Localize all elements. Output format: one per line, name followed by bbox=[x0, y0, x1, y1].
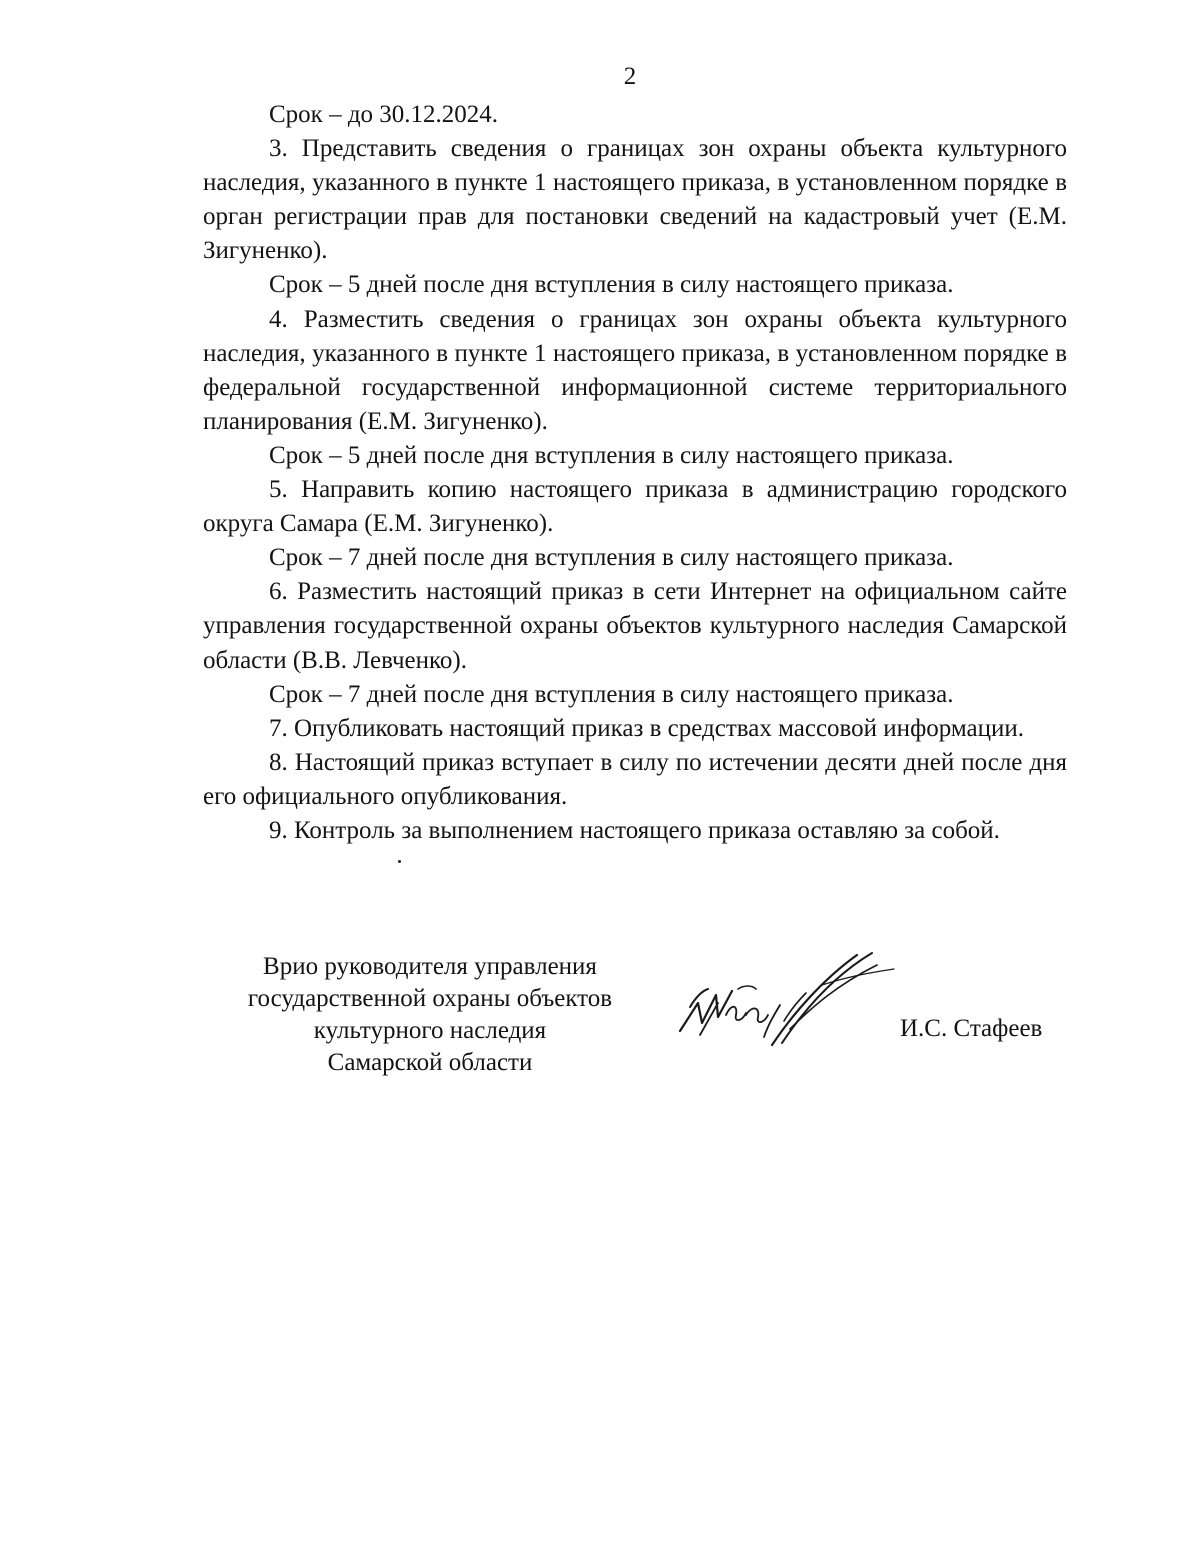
item-3-paragraph: 3. Представить сведения о границах зон охраны объекта культурного наследия, указанного в пункте 1 настоящего приказа, в установленном порядке в орган регистрации прав для постановки сведений на кадастровый учет (Е.М. Зигуненко). bbox=[203, 135, 1067, 265]
item-7-paragraph: 7. Опубликовать настоящий приказ в средствах массовой информации. bbox=[269, 714, 1025, 742]
item-6-paragraph: 6. Разместить настоящий приказ в сети Интернет на официальном сайте управления государственной охраны объектов культурного наследия Самарской области (В.В. Левченко). bbox=[203, 578, 1067, 674]
page-number: 2 bbox=[623, 63, 637, 90]
deadline-paragraph: Срок – 5 дней после дня вступления в силу настоящего приказа. bbox=[269, 441, 954, 469]
position-line: Врио руководителя управления bbox=[263, 953, 597, 980]
item-9-paragraph: 9. Контроль за выполнением настоящего приказа оставляю за собой. bbox=[269, 816, 1000, 844]
item-8-paragraph: 8. Настоящий приказ вступает в силу по истечении десяти дней после дня его официального опубликования. bbox=[203, 748, 1067, 810]
deadline-paragraph: Срок – 5 дней после дня вступления в силу настоящего приказа. bbox=[269, 271, 954, 299]
deadline-paragraph: Срок – 7 дней после дня вступления в силу настоящего приказа. bbox=[269, 680, 954, 708]
signer-name: И.С. Стафеев bbox=[900, 1015, 1043, 1042]
position-line: культурного наследия bbox=[313, 1017, 547, 1044]
item-5-paragraph: 5. Направить копию настоящего приказа в администрацию городского округа Самара (Е.М. Зигуненко). bbox=[203, 476, 1067, 538]
handwritten-signature bbox=[672, 945, 902, 1060]
deadline-paragraph: Срок – до 30.12.2024. bbox=[269, 101, 499, 128]
position-line: Самарской области bbox=[327, 1049, 533, 1076]
document-body bbox=[203, 98, 1067, 848]
signatory-position bbox=[200, 951, 660, 1079]
scan-speck bbox=[398, 860, 401, 863]
deadline-paragraph: Срок – 7 дней после дня вступления в силу настоящего приказа. bbox=[269, 544, 954, 572]
item-4-paragraph: 4. Разместить сведения о границах зон охраны объекта культурного наследия, указанного в пункте 1 настоящего приказа, в установленном порядке в федеральной государственной информационной системе территориального планирования (Е.М. Зигуненко). bbox=[203, 305, 1067, 435]
position-line: государственной охраны объектов bbox=[247, 985, 613, 1012]
